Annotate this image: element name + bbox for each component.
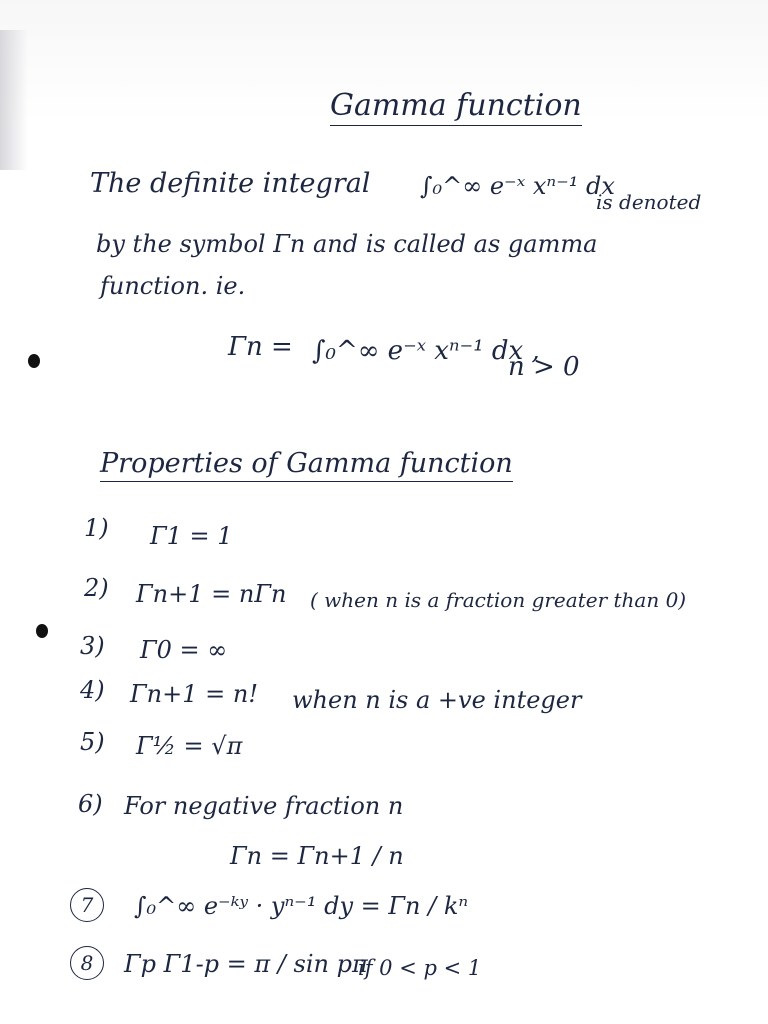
property-4-note: when n is a +ve integer [292, 686, 582, 714]
definition-condition: n > 0 [508, 352, 580, 382]
property-1-number: 1) [84, 514, 109, 542]
property-6-text: For negative fraction n [124, 792, 404, 820]
property-6-number: 6) [78, 790, 103, 818]
property-2-note: ( when n is a fraction greater than 0) [310, 588, 687, 612]
definition-rhs: ∫₀^∞ e⁻ˣ xⁿ⁻¹ dx , [312, 336, 540, 366]
property-6-expr: Γn = Γn+1 / n [230, 842, 404, 870]
property-7-number: 7 [70, 888, 104, 922]
property-5-number: 5) [80, 728, 105, 756]
property-1-expr: Γ1 = 1 [150, 522, 233, 550]
property-8-number: 8 [70, 946, 104, 980]
property-7-expr: ∫₀^∞ e⁻ᵏʸ · yⁿ⁻¹ dy = Γn / kⁿ [134, 892, 469, 920]
properties-heading: Properties of Gamma function [100, 448, 513, 482]
property-8-number-badge [70, 946, 104, 980]
property-2-expr: Γn+1 = nΓn [136, 580, 287, 608]
intro-line-1-end: is denoted [596, 190, 702, 214]
property-7-number-badge [70, 888, 104, 922]
property-4-number: 4) [80, 676, 105, 704]
intro-line-2: by the symbol Γn and is called as gamma [96, 230, 598, 258]
definition-lhs: Γn = [228, 332, 293, 362]
property-8-note: if 0 < p < 1 [358, 956, 482, 980]
property-8-expr: Γp Γ1-p = π / sin pπ [124, 950, 368, 978]
punch-hole-top [28, 354, 40, 368]
property-5-expr: Γ½ = √π [136, 732, 243, 760]
property-4-expr: Γn+1 = n! [130, 680, 258, 708]
page-title: Gamma function [330, 88, 582, 126]
property-2-number: 2) [84, 574, 109, 602]
intro-integral: ∫₀^∞ e⁻ˣ xⁿ⁻¹ dx [420, 172, 615, 200]
page-edge-shadow [0, 30, 28, 170]
intro-line-1-start: The definite integral [90, 168, 371, 199]
intro-line-3: function. ie. [100, 272, 246, 300]
property-3-number: 3) [80, 632, 105, 660]
property-3-expr: Γ0 = ∞ [140, 636, 228, 664]
punch-hole-bottom [36, 624, 48, 638]
